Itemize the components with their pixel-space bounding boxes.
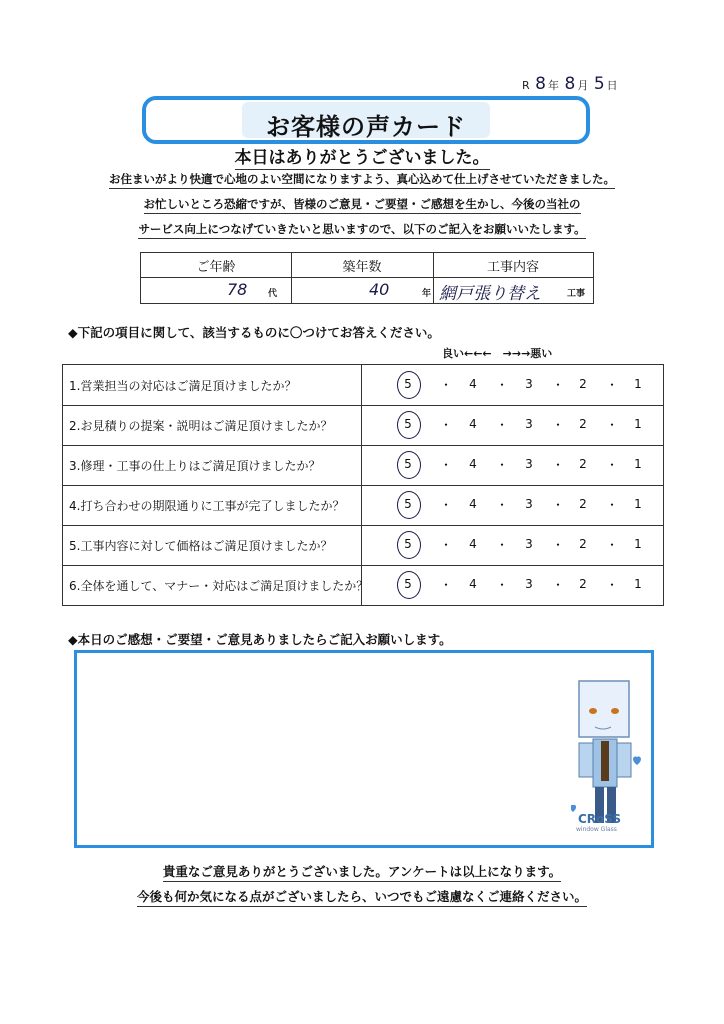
title-box xyxy=(142,96,590,144)
separator-dot: ・ xyxy=(496,378,509,392)
info-table xyxy=(140,252,594,304)
intro-line-1: お住まいがより快適で心地のよい空間になりますよう、真心込めて仕上げさせていただきました。 xyxy=(0,171,724,187)
rating-option-2[interactable]: 2 xyxy=(579,377,587,391)
rating-option-3[interactable]: 3 xyxy=(525,377,533,391)
separator-dot: ・ xyxy=(440,498,453,512)
question-text: 4.打ち合わせの期限通りに工事が完了しましたか？ xyxy=(69,499,345,513)
rating-option-4[interactable]: 4 xyxy=(469,417,477,431)
selected-circle xyxy=(397,491,421,519)
rating-option-3[interactable]: 3 xyxy=(525,417,533,431)
separator-dot: ・ xyxy=(440,458,453,472)
separator-dot: ・ xyxy=(496,418,509,432)
date xyxy=(522,74,618,94)
question-row xyxy=(63,405,663,446)
date-month: 8 xyxy=(564,74,576,94)
rating-option-2[interactable]: 2 xyxy=(579,457,587,471)
selected-circle xyxy=(397,451,421,479)
mascot-logo: CRoSS xyxy=(578,812,622,826)
date-month-unit: 月 xyxy=(577,79,589,92)
comment-box[interactable] xyxy=(74,650,654,848)
rating-option-5[interactable]: 5 xyxy=(404,457,412,471)
rating-option-4[interactable]: 4 xyxy=(469,497,477,511)
intro-line-3: サービス向上につなげていきたいと思いますので、以下のご記入をお願いいたします。 xyxy=(0,221,724,237)
date-day: 5 xyxy=(593,74,605,94)
separator-dot: ・ xyxy=(552,578,565,592)
rating-table xyxy=(62,364,664,606)
rating-option-4[interactable]: 4 xyxy=(469,537,477,551)
question-text: 3.修理・工事の仕上りはご満足頂けましたか？ xyxy=(69,459,321,473)
separator-dot: ・ xyxy=(552,378,565,392)
selected-circle xyxy=(397,571,421,599)
separator-dot: ・ xyxy=(496,458,509,472)
mascot-sublogo: window Glass xyxy=(576,826,617,833)
header-age: ご年齢 xyxy=(196,260,236,275)
years-unit: 年 xyxy=(422,289,432,299)
rating-option-3[interactable]: 3 xyxy=(525,577,533,591)
rating-option-1[interactable]: 1 xyxy=(634,377,642,391)
rating-option-5[interactable]: 5 xyxy=(404,377,412,391)
page-title: お客様の声カード xyxy=(266,113,466,141)
rating-option-2[interactable]: 2 xyxy=(579,577,587,591)
rating-option-5[interactable]: 5 xyxy=(404,537,412,551)
question-row xyxy=(63,365,663,406)
rating-option-4[interactable]: 4 xyxy=(469,577,477,591)
separator-dot: ・ xyxy=(552,458,565,472)
rating-option-1[interactable]: 1 xyxy=(634,457,642,471)
question-row xyxy=(63,565,663,605)
rating-option-1[interactable]: 1 xyxy=(634,497,642,511)
separator-dot: ・ xyxy=(440,538,453,552)
separator-dot: ・ xyxy=(440,578,453,592)
rating-option-4[interactable]: 4 xyxy=(469,457,477,471)
separator-dot: ・ xyxy=(496,578,509,592)
question-row xyxy=(63,485,663,526)
header-building-age: 築年数 xyxy=(342,260,382,275)
question-row xyxy=(63,525,663,566)
question-text: 2.お見積りの提案・説明はご満足頂けましたか？ xyxy=(69,419,333,433)
separator-dot: ・ xyxy=(496,498,509,512)
question-text: 1.営業担当の対応はご満足頂けましたか？ xyxy=(69,379,297,393)
separator-dot: ・ xyxy=(552,498,565,512)
date-year-unit: 年 xyxy=(547,79,559,92)
scale-label: 良い←←← →→→悪い xyxy=(442,347,553,360)
age-unit: 代 xyxy=(268,289,278,299)
thanks-heading: 本日はありがとうございました。 xyxy=(234,148,490,168)
closing-line-2: 今後も何か気になる点がございましたら、いつでもご遠慮なくご連絡ください。 xyxy=(0,887,724,905)
rating-option-2[interactable]: 2 xyxy=(579,497,587,511)
separator-dot: ・ xyxy=(606,538,619,552)
separator-dot: ・ xyxy=(552,418,565,432)
rating-option-3[interactable]: 3 xyxy=(525,497,533,511)
rating-option-3[interactable]: 3 xyxy=(525,537,533,551)
rating-instruction: ◆下記の項目に関して、該当するものに〇つけてお答えください。 xyxy=(68,325,440,340)
rating-option-5[interactable]: 5 xyxy=(404,497,412,511)
work-unit: 工事 xyxy=(567,289,586,299)
separator-dot: ・ xyxy=(606,378,619,392)
closing-line-1: 貴重なご意見ありがとうございました。アンケートは以上になります。 xyxy=(0,862,724,880)
date-year: 8 xyxy=(535,74,546,94)
rating-option-5[interactable]: 5 xyxy=(404,577,412,591)
separator-dot: ・ xyxy=(496,538,509,552)
separator-dot: ・ xyxy=(440,418,453,432)
comment-instruction: ◆本日のご感想・ご要望・ご意見ありましたらご記入お願いします。 xyxy=(68,632,452,647)
selected-circle xyxy=(397,371,421,399)
work-value: 網戸張り替え xyxy=(439,284,541,304)
separator-dot: ・ xyxy=(440,378,453,392)
header-work-content: 工事内容 xyxy=(486,260,539,275)
question-text: 6.全体を通して、マナー・対応はご満足頂けましたか？ xyxy=(69,579,369,593)
selected-circle xyxy=(397,411,421,439)
separator-dot: ・ xyxy=(606,498,619,512)
separator-dot: ・ xyxy=(606,578,619,592)
question-row xyxy=(63,445,663,486)
rating-option-1[interactable]: 1 xyxy=(634,417,642,431)
rating-option-4[interactable]: 4 xyxy=(469,377,477,391)
rating-option-3[interactable]: 3 xyxy=(525,457,533,471)
years-value: 40 xyxy=(369,280,390,299)
rating-option-5[interactable]: 5 xyxy=(404,417,412,431)
rating-option-2[interactable]: 2 xyxy=(579,537,587,551)
age-value: 78 xyxy=(227,280,248,299)
intro-line-2: お忙しいところ恐縮ですが、皆様のご意見・ご要望・ご感想を生かし、今後の当社の xyxy=(0,196,724,212)
rating-option-2[interactable]: 2 xyxy=(579,417,587,431)
rating-option-1[interactable]: 1 xyxy=(634,537,642,551)
rating-option-1[interactable]: 1 xyxy=(634,577,642,591)
separator-dot: ・ xyxy=(552,538,565,552)
separator-dot: ・ xyxy=(606,458,619,472)
separator-dot: ・ xyxy=(606,418,619,432)
selected-circle xyxy=(397,531,421,559)
date-era: R xyxy=(522,79,530,92)
date-day-unit: 日 xyxy=(606,79,618,92)
question-text: 5.工事内容に対して価格はご満足頂けましたか？ xyxy=(69,539,333,553)
